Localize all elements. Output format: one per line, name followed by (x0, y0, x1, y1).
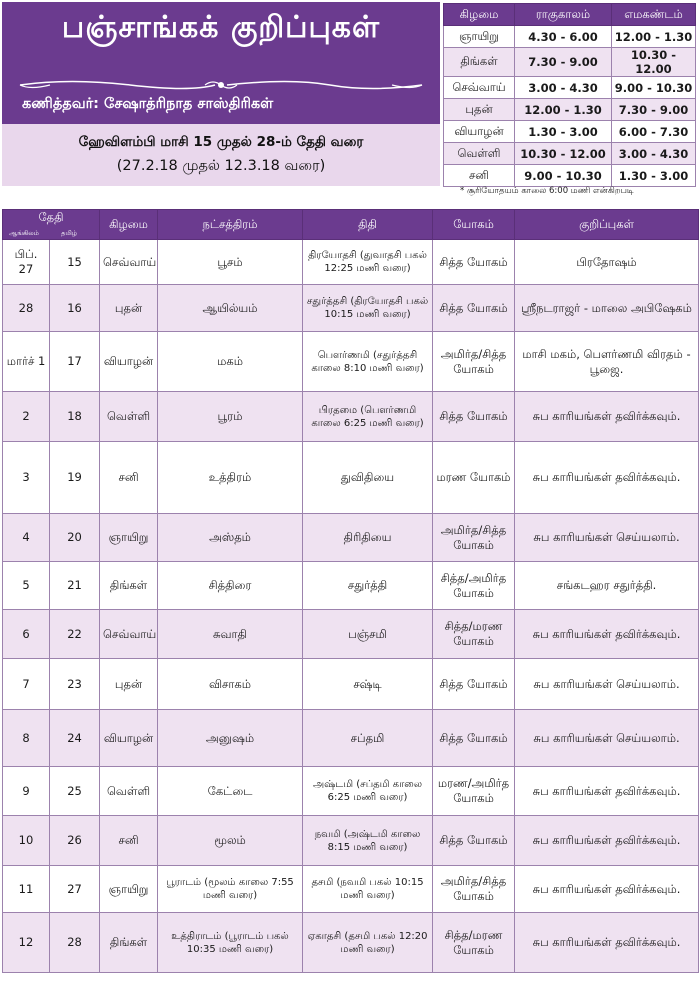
day-cell: செவ்வாய் (100, 240, 158, 285)
raagu-header-ema: எமகண்டம் (612, 4, 696, 26)
date-eng-cell: 5 (3, 562, 50, 610)
star-cell: அனுஷம் (158, 710, 303, 767)
raagu-row (444, 99, 696, 121)
header-star: நட்சத்திரம் (158, 210, 303, 240)
notes-cell: சுப காரியங்கள் தவிர்க்கவும். (515, 913, 699, 973)
ema-time-cell: 10.30 - 12.00 (612, 48, 696, 77)
star-cell: பூரம் (158, 392, 303, 442)
header-date-eng: ஆங்கிலம் (9, 229, 39, 237)
date-tamil-cell: 25 (50, 767, 100, 816)
yoga-cell: சித்த யோகம் (433, 710, 515, 767)
ornament-divider-icon (10, 76, 432, 94)
table-row (3, 767, 699, 816)
notes-cell: சுப காரியங்கள் செய்யலாம். (515, 659, 699, 710)
star-cell: அஸ்தம் (158, 514, 303, 562)
header-notes: குறிப்புகள் (515, 210, 699, 240)
raagu-header-row (444, 4, 696, 26)
tithi-cell: அஷ்டமி (சப்தமி காலை 6:25 மணி வரை) (303, 767, 433, 816)
raagu-time-cell: 1.30 - 3.00 (515, 121, 612, 143)
tithi-cell: பஞ்சமி (303, 610, 433, 659)
table-row (3, 442, 699, 514)
star-cell: ஆயில்யம் (158, 285, 303, 332)
raagu-time-cell: 4.30 - 6.00 (515, 26, 612, 48)
date-eng-cell: 10 (3, 816, 50, 866)
ema-time-cell: 1.30 - 3.00 (612, 165, 696, 187)
notes-cell: சங்கடஹர சதுர்த்தி. (515, 562, 699, 610)
day-cell: புதன் (100, 285, 158, 332)
table-row (3, 240, 699, 285)
yoga-cell: சித்த/அமிர்த யோகம் (433, 562, 515, 610)
date-eng-cell: 6 (3, 610, 50, 659)
raagu-time-cell: 3.00 - 4.30 (515, 77, 612, 99)
star-cell: கேட்டை (158, 767, 303, 816)
header-yoga: யோகம் (433, 210, 515, 240)
tithi-cell: தசமி (நவமி பகல் 10:15 மணி வரை) (303, 866, 433, 913)
tithi-cell: சதுர்த்தசி (திரயோதசி பகல் 10:15 மணி வரை) (303, 285, 433, 332)
notes-cell: ஸ்ரீநடராஜர் - மாலை அபிஷேகம் (515, 285, 699, 332)
tithi-cell: சதுர்த்தி (303, 562, 433, 610)
date-eng-cell: பிப். 27 (3, 240, 50, 285)
raagu-row (444, 26, 696, 48)
notes-cell: மாசி மகம், பௌர்ணமி விரதம் - பூஜை. (515, 332, 699, 392)
tithi-cell: சப்தமி (303, 710, 433, 767)
tithi-cell: துவிதியை (303, 442, 433, 514)
raagu-header-raagu: ராகுகாலம் (515, 4, 612, 26)
star-cell: சித்திரை (158, 562, 303, 610)
notes-cell: பிரதோஷம் (515, 240, 699, 285)
notes-cell: சுப காரியங்கள் தவிர்க்கவும். (515, 816, 699, 866)
panchangam-table (2, 209, 699, 973)
tithi-cell: பௌர்ணமி (சதுர்த்தசி காலை 8:10 மணி வரை) (303, 332, 433, 392)
yoga-cell: அமிர்த/சித்த யோகம் (433, 866, 515, 913)
raagu-time-cell: 12.00 - 1.30 (515, 99, 612, 121)
notes-cell: சுப காரியங்கள் தவிர்க்கவும். (515, 866, 699, 913)
day-cell: ஞாயிறு (100, 866, 158, 913)
raagu-time-cell: 9.00 - 10.30 (515, 165, 612, 187)
table-row (3, 610, 699, 659)
day-cell: சனி (100, 442, 158, 514)
raagu-row (444, 48, 696, 77)
table-row (3, 913, 699, 973)
date-tamil-cell: 24 (50, 710, 100, 767)
raagu-kalam-table (443, 3, 696, 187)
raagu-day-cell: செவ்வாய் (444, 77, 515, 99)
day-cell: வெள்ளி (100, 767, 158, 816)
raagu-header-day: கிழமை (444, 4, 515, 26)
date-tamil-cell: 28 (50, 913, 100, 973)
star-cell: உத்திரம் (158, 442, 303, 514)
notes-cell: சுப காரியங்கள் தவிர்க்கவும். (515, 610, 699, 659)
raagu-row (444, 121, 696, 143)
yoga-cell: சித்த/மரண யோகம் (433, 610, 515, 659)
date-range-english: (27.2.18 முதல் 12.3.18 வரை) (116, 158, 326, 174)
table-row (3, 562, 699, 610)
tithi-cell: ஏகாதசி (தசமி பகல் 12:20 மணி வரை) (303, 913, 433, 973)
yoga-cell: மரண யோகம் (433, 442, 515, 514)
raagu-day-cell: வெள்ளி (444, 143, 515, 165)
date-eng-cell: 3 (3, 442, 50, 514)
star-cell: உத்திராடம் (பூராடம் பகல் 10:35 மணி வரை) (158, 913, 303, 973)
star-cell: மகம் (158, 332, 303, 392)
ema-time-cell: 7.30 - 9.00 (612, 99, 696, 121)
table-row (3, 285, 699, 332)
tithi-cell: பிரதமை (பௌர்ணமி காலை 6:25 மணி வரை) (303, 392, 433, 442)
title-banner (2, 2, 440, 124)
table-row (3, 659, 699, 710)
main-header-row (3, 210, 699, 240)
raagu-day-cell: வியாழன் (444, 121, 515, 143)
tithi-cell: திரிதியை (303, 514, 433, 562)
raagu-time-cell: 10.30 - 12.00 (515, 143, 612, 165)
raagu-day-cell: புதன் (444, 99, 515, 121)
yoga-cell: சித்த யோகம் (433, 392, 515, 442)
yoga-cell: சித்த யோகம் (433, 285, 515, 332)
raagu-row (444, 143, 696, 165)
yoga-cell: சித்த/மரண யோகம் (433, 913, 515, 973)
table-row (3, 816, 699, 866)
notes-cell: சுப காரியங்கள் செய்யலாம். (515, 514, 699, 562)
date-eng-cell: 12 (3, 913, 50, 973)
yoga-cell: சித்த யோகம் (433, 659, 515, 710)
date-tamil-cell: 21 (50, 562, 100, 610)
date-tamil-cell: 23 (50, 659, 100, 710)
table-row (3, 866, 699, 913)
raagu-day-cell: ஞாயிறு (444, 26, 515, 48)
raagu-row (444, 165, 696, 187)
day-cell: திங்கள் (100, 562, 158, 610)
notes-cell: சுப காரியங்கள் செய்யலாம். (515, 710, 699, 767)
table-row (3, 514, 699, 562)
yoga-cell: அமிர்த/சித்த யோகம் (433, 514, 515, 562)
date-tamil-cell: 18 (50, 392, 100, 442)
author-line: கணித்தவர்: சேஷாத்ரிநாத சாஸ்திரிகள் (22, 96, 274, 112)
tithi-cell: நவமி (அஷ்டமி காலை 8:15 மணி வரை) (303, 816, 433, 866)
day-cell: வியாழன் (100, 332, 158, 392)
star-cell: பூராடம் (மூலம் காலை 7:55 மணி வரை) (158, 866, 303, 913)
table-row (3, 392, 699, 442)
date-tamil-cell: 17 (50, 332, 100, 392)
date-eng-cell: 7 (3, 659, 50, 710)
date-eng-cell: 8 (3, 710, 50, 767)
day-cell: புதன் (100, 659, 158, 710)
day-cell: ஞாயிறு (100, 514, 158, 562)
date-range-tamil: ஹேவிளம்பி மாசி 15 முதல் 28-ம் தேதி வரை (78, 134, 364, 150)
date-tamil-cell: 26 (50, 816, 100, 866)
yoga-cell: சித்த யோகம் (433, 816, 515, 866)
header-date-tamil: தமிழ் (61, 229, 78, 237)
raagu-day-cell: திங்கள் (444, 48, 515, 77)
date-eng-cell: 2 (3, 392, 50, 442)
ema-time-cell: 12.00 - 1.30 (612, 26, 696, 48)
yoga-cell: சித்த யோகம் (433, 240, 515, 285)
ema-time-cell: 3.00 - 4.30 (612, 143, 696, 165)
page-title: பஞ்சாங்கக் குறிப்புகள் (61, 10, 381, 45)
header-date (3, 210, 100, 240)
tithi-cell: திரயோதசி (துவாதசி பகல் 12:25 மணி வரை) (303, 240, 433, 285)
date-range-box (2, 124, 440, 186)
raagu-row (444, 77, 696, 99)
date-tamil-cell: 15 (50, 240, 100, 285)
notes-cell: சுப காரியங்கள் தவிர்க்கவும். (515, 767, 699, 816)
star-cell: மூலம் (158, 816, 303, 866)
ema-time-cell: 6.00 - 7.30 (612, 121, 696, 143)
table-row (3, 710, 699, 767)
star-cell: சுவாதி (158, 610, 303, 659)
day-cell: சனி (100, 816, 158, 866)
day-cell: செவ்வாய் (100, 610, 158, 659)
raagu-day-cell: சனி (444, 165, 515, 187)
notes-cell: சுப காரியங்கள் தவிர்க்கவும். (515, 392, 699, 442)
day-cell: வியாழன் (100, 710, 158, 767)
date-tamil-cell: 20 (50, 514, 100, 562)
date-eng-cell: 4 (3, 514, 50, 562)
tithi-cell: சஷ்டி (303, 659, 433, 710)
date-eng-cell: 28 (3, 285, 50, 332)
date-tamil-cell: 19 (50, 442, 100, 514)
date-eng-cell: 9 (3, 767, 50, 816)
date-eng-cell: 11 (3, 866, 50, 913)
date-tamil-cell: 27 (50, 866, 100, 913)
header-day: கிழமை (100, 210, 158, 240)
star-cell: விசாகம் (158, 659, 303, 710)
yoga-cell: அமிர்த/சித்த யோகம் (433, 332, 515, 392)
yoga-cell: மரண/அமிர்த யோகம் (433, 767, 515, 816)
header-tithi: திதி (303, 210, 433, 240)
star-cell: பூசம் (158, 240, 303, 285)
raagu-time-cell: 7.30 - 9.00 (515, 48, 612, 77)
header-date-label: தேதி (38, 210, 64, 224)
date-eng-cell: மார்ச் 1 (3, 332, 50, 392)
table-row (3, 332, 699, 392)
day-cell: வெள்ளி (100, 392, 158, 442)
date-tamil-cell: 22 (50, 610, 100, 659)
sunrise-footnote: * சூரியோதயம் காலை 6:00 மணி என்கிறபடி (460, 186, 634, 196)
date-tamil-cell: 16 (50, 285, 100, 332)
day-cell: திங்கள் (100, 913, 158, 973)
notes-cell: சுப காரியங்கள் தவிர்க்கவும். (515, 442, 699, 514)
ema-time-cell: 9.00 - 10.30 (612, 77, 696, 99)
